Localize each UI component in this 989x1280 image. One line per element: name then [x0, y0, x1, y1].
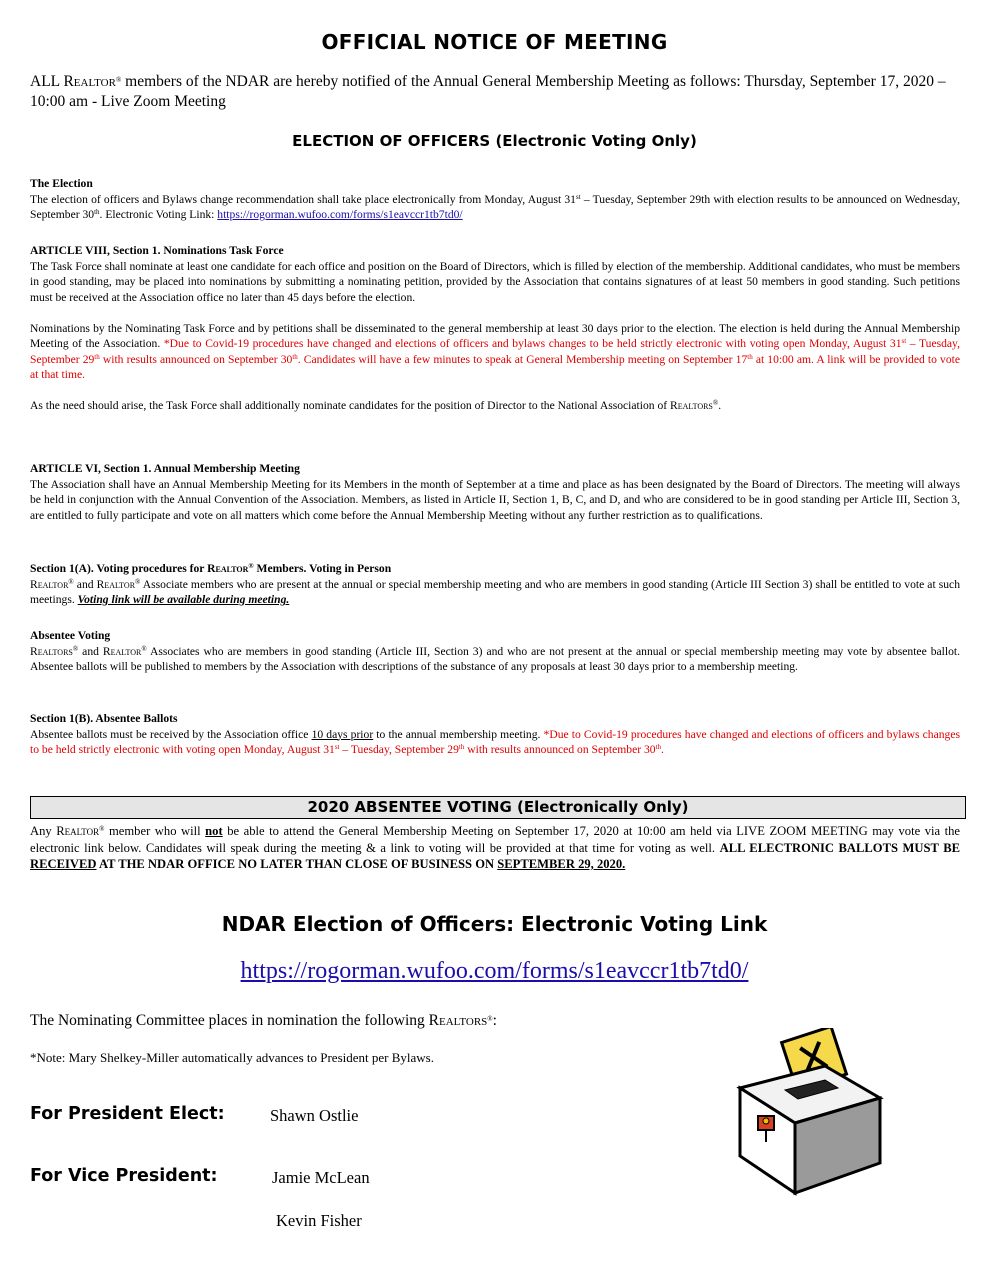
- body-text: Absentee ballots must be received by the Association office: [30, 727, 312, 741]
- section-body: [30, 398, 960, 414]
- notice-text: *Due to Covid-19 procedures have changed and elections of officers and bylaws changes to be held strictly electronic with voting open Monday, August 31: [163, 337, 902, 350]
- ordinal-suffix: th: [292, 352, 298, 361]
- registered-mark: ®: [487, 1015, 493, 1023]
- candidate-name: Jamie McLean: [272, 1168, 370, 1187]
- section-article-6: [30, 461, 960, 523]
- president-note: *Note: Mary Shelkey-Miller automatically advances to President per Bylaws.: [30, 1050, 434, 1065]
- realtor-mark: Realtor: [63, 73, 116, 90]
- emphasis-not: not: [205, 824, 223, 838]
- section-absentee-voting: [30, 628, 960, 675]
- body-text: :: [492, 1012, 497, 1029]
- section-election: [30, 176, 960, 223]
- ballot-box-icon: [730, 1028, 890, 1198]
- section-heading: ARTICLE VIII, Section 1. Nominations Task Force: [30, 244, 284, 257]
- ordinal-suffix: th: [94, 208, 100, 216]
- body-text: .: [718, 399, 722, 412]
- nominating-statement: [30, 1012, 497, 1030]
- section-body: [30, 727, 960, 758]
- realtor-mark: Realtor: [30, 577, 69, 591]
- page-title: OFFICIAL NOTICE OF MEETING: [321, 30, 668, 54]
- candidate-name: Kevin Fisher: [276, 1211, 362, 1230]
- notice-text: . Candidates will have a few minutes to speak at General Membership meeting on September 17: [297, 352, 748, 366]
- registered-mark: ®: [248, 562, 254, 570]
- section-body: [30, 577, 960, 608]
- ordinal-suffix: th: [747, 352, 753, 361]
- intro-paragraph: [30, 72, 960, 112]
- deadline-text: ALL ELECTRONIC BALLOTS MUST BE: [719, 840, 960, 855]
- registered-mark: ®: [712, 399, 719, 407]
- intro-text: ALL: [30, 73, 64, 90]
- section-body: [30, 644, 960, 675]
- realtor-mark: Realtors: [428, 1012, 488, 1029]
- notice-text: with results announced on September 30: [99, 352, 293, 366]
- registered-mark: ®: [99, 825, 105, 833]
- underlined-text: 10 days prior: [311, 727, 374, 741]
- section-heading: The Election: [30, 177, 93, 190]
- registered-mark: ®: [72, 644, 79, 653]
- body-text: . Electronic Voting Link:: [99, 208, 218, 221]
- heading-text: Members. Voting in Person: [253, 562, 392, 575]
- realtor-mark: Realtor: [56, 824, 100, 838]
- body-text: Any: [30, 824, 57, 838]
- body-text: The Nominating Committee places in nomination the following: [30, 1012, 429, 1029]
- notice-text: with results announced on September 30: [464, 743, 656, 756]
- body-text: Associate members who are present at the annual or special membership meeting and who are members in good standing (Article III Section 3) shall be entitled to vote at such meetings.: [30, 577, 960, 606]
- body-text: and: [73, 577, 97, 591]
- section-article-8: [30, 243, 960, 414]
- electronic-voting-title: NDAR Election of Officers: Electronic Voting Link: [221, 912, 768, 936]
- body-text: – Tuesday, September 29th with election results to be announced on Wednesday, September 30: [30, 192, 960, 221]
- body-text: Nominations by the Nominating Task Force and by petitions shall be disseminated to the general membership at least 30 days prior to the election. The election is held during the Annual Membership Meeting of the Association.: [30, 321, 960, 350]
- ordinal-suffix: th: [655, 743, 662, 751]
- body-text: The election of officers and Bylaws change recommendation shall take place electronically from Monday, August 31: [30, 192, 576, 206]
- electronic-voting-link[interactable]: https://rogorman.wufoo.com/forms/s1eavccr1tb7td0/: [240, 958, 749, 984]
- notice-text: at 10:00 am. A link will be provided to vote at that time.: [30, 352, 960, 381]
- section-heading: [30, 561, 960, 577]
- registered-mark: ®: [68, 577, 74, 586]
- section-heading: Absentee Voting: [30, 629, 111, 642]
- notice-text: *Due to Covid-19 procedures have changed and elections of officers and bylaws changes to be held strictly electronic with voting open Monday, August 31: [30, 727, 960, 756]
- voting-link[interactable]: https://rogorman.wufoo.com/forms/s1eavccr1tb7td0/: [217, 208, 463, 221]
- notice-text: .: [661, 743, 664, 756]
- deadline-text: AT THE NDAR OFFICE NO LATER THAN CLOSE OF BUSINESS ON: [96, 857, 498, 871]
- absentee-paragraph: [30, 823, 960, 873]
- registered-mark: ®: [141, 644, 147, 653]
- realtor-mark: Realtor: [207, 562, 249, 575]
- section-heading: Section 1(B). Absentee Ballots: [30, 712, 178, 725]
- section-body: [30, 321, 960, 383]
- voting-link-note: Voting link will be available during meeting.: [77, 593, 290, 606]
- intro-text: members of the NDAR are hereby notified of the Annual General Membership Meeting as follows: Thursday, September 17, 2020 – 10:00 am - Live Zoom Meeting: [30, 73, 946, 110]
- body-text: Associates who are members in good standing (Article III, Section 3) and who are not present at the annual or special membership meeting may vote by absentee ballot. Absentee ballots will be published to members by the Association with descriptions of the substance of any proposals at least 30 days prior to a membership meeting.: [30, 644, 960, 673]
- body-text: and: [78, 644, 103, 658]
- registered-mark: ®: [115, 76, 122, 84]
- deadline-date: SEPTEMBER 29, 2020.: [497, 857, 626, 871]
- body-text: be able to attend the General Membership Meeting on September 17, 2020 at 10:00 am held via LIVE ZOOM MEETING may vote via the electronic link below. Candidates will speak during the meeting & a link to voting will be provided at that time for voting as well.: [30, 824, 961, 855]
- realtor-mark: Realtors: [30, 644, 73, 658]
- realtor-mark: Realtor: [96, 577, 136, 591]
- covid-notice: [30, 337, 960, 381]
- notice-text: – Tuesday, September 29: [339, 743, 459, 756]
- section-1b: [30, 711, 960, 758]
- section-body: The Task Force shall nominate at least one candidate for each office and position on the Board of Directors, which is filled by election of the membership. Additional candidates, who must be members in good standing, may be placed into nominations by submitting a nominating petition, provided by the Association that contains signatures of at least 50 members in good standing. Such petitions must be received at the Association office no later than 45 days before the election.: [30, 259, 960, 304]
- ordinal-suffix: st: [575, 192, 581, 201]
- election-subtitle: ELECTION OF OFFICERS (Electronic Voting Only): [292, 132, 697, 150]
- realtor-mark: Realtor: [102, 644, 142, 658]
- ordinal-suffix: st: [334, 743, 340, 751]
- ordinal-suffix: th: [94, 352, 100, 361]
- candidate-name: Shawn Ostlie: [270, 1106, 359, 1125]
- section-heading: ARTICLE VI, Section 1. Annual Membership Meeting: [30, 462, 300, 475]
- realtor-mark: Realtors: [670, 399, 713, 412]
- heading-text: Section 1(A). Voting procedures for: [30, 562, 208, 575]
- section-1a: [30, 561, 960, 608]
- absentee-voting-banner: 2020 ABSENTEE VOTING (Electronically Only): [30, 796, 966, 819]
- deadline-received: RECEIVED: [30, 857, 97, 871]
- ordinal-suffix: st: [901, 337, 907, 345]
- position-label-president-elect: For President Elect:: [30, 1104, 225, 1124]
- body-text: to the annual membership meeting.: [373, 727, 544, 741]
- notice-text: – Tuesday, September 29: [30, 337, 960, 366]
- ordinal-suffix: th: [458, 743, 465, 751]
- body-text: As the need should arise, the Task Force shall additionally nominate candidates for the position of Director to the National Association of: [30, 399, 671, 412]
- position-label-vice-president: For Vice President:: [30, 1166, 218, 1186]
- section-body: [30, 192, 960, 223]
- registered-mark: ®: [135, 577, 141, 586]
- body-text: member who will: [104, 824, 206, 838]
- section-body: The Association shall have an Annual Membership Meeting for its Members in the month of September at a time and place as has been designated by the Board of Directors. The meeting will always be held in conjunction with the Annual Convention of the Association. Members, as listed in Article II, Section 1, B, C, and D, and who are considered to be in good standing per Article III, Section 3, are entitled to fully participate and vote on all matters which come before the Annual Membership Meeting without any further restriction as to qualifications.: [30, 477, 960, 522]
